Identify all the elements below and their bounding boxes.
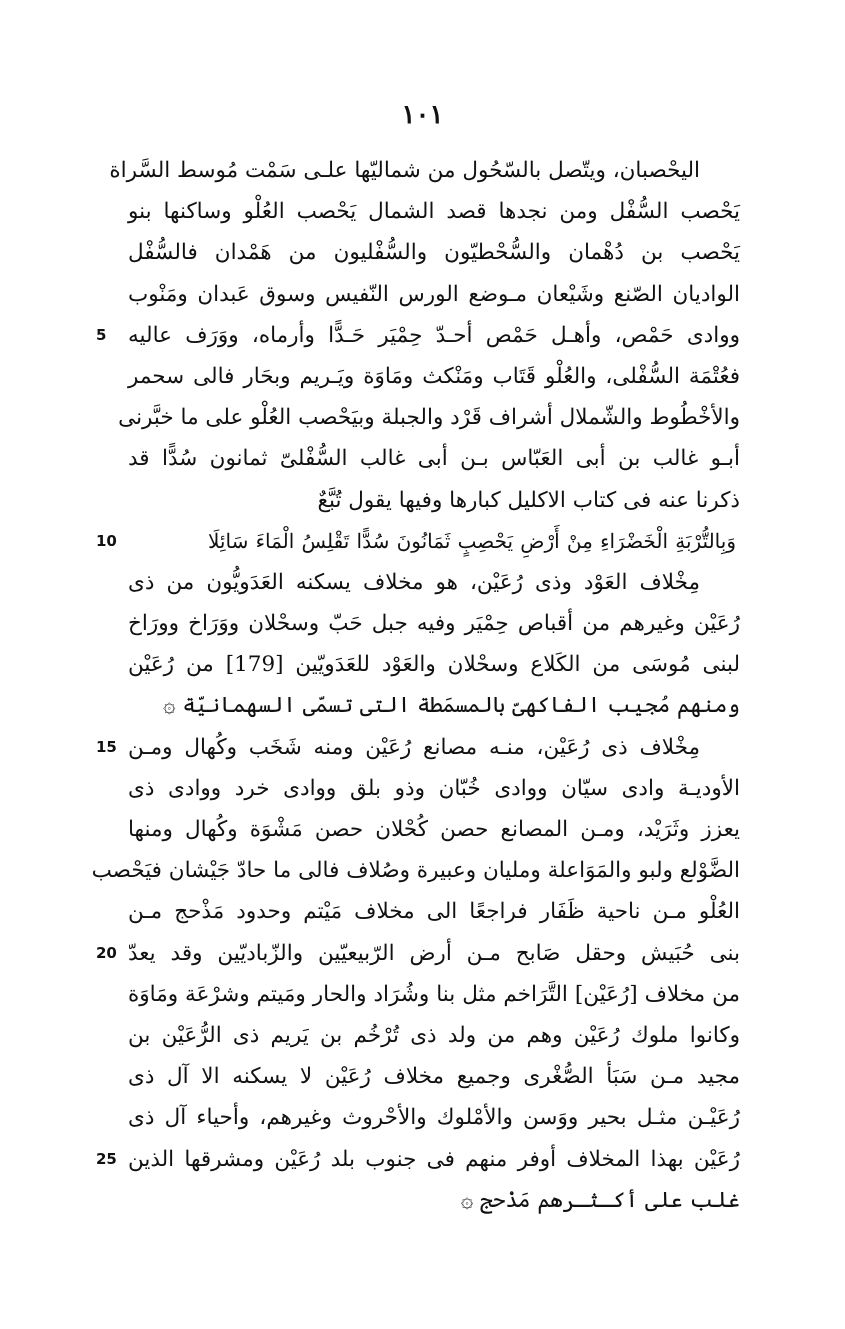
line-text: مِخْلاف ذى رُعَيْن، منـه مصانع رُعَيْن ومنه شَخَب وكُهال ومـن (128, 734, 700, 760)
line-text: مِخْلاف العَوْد وذى رُعَيْن، هو مخلاف يسكنه العَدَويُّون من ذى (128, 569, 700, 595)
text-line (128, 974, 740, 1015)
text-line (128, 1097, 740, 1138)
text-line (128, 1180, 740, 1221)
text-line (128, 274, 740, 315)
text-line (128, 644, 740, 685)
line-text: لبنى مُوسَى من الكَلاع وسحْلان والعَوْد للعَدَويّين [179] من رُعَيْن (128, 652, 740, 678)
text-line (96, 315, 740, 356)
line-number: 15 (96, 737, 117, 756)
line-text: الضَّوْلع ولبو والمَوَاعلة ومليان وعبيرة وصُلاف فالى ما حادّ جَيْشان فيَحْصب (91, 858, 740, 884)
text-line (128, 480, 740, 521)
line-text: يَحْصب السُّفْل ومن نجدها قصد الشمال يَحْصب العُلْو وساكنها بنو (128, 199, 740, 225)
text-line (128, 1015, 740, 1056)
line-text: رُعَيْن بهذا المخلاف أوفر منهم فى جنوب بلد رُعَيْن ومشرقها الذين (128, 1146, 740, 1172)
line-text: من مخلاف [رُعَيْن] التَّرَاخم مثل بنا وشُرَاد والحار ومَيتم وشرْعَة ومَاوَة (128, 981, 740, 1007)
text-line (128, 891, 740, 932)
text-line (128, 562, 740, 603)
line-text: وَبِالتُّرْبَةِ الْخَضْرَاءِ مِنْ أَرْضِ يَحْصِبٍ ثَمَانُونَ سُدًّا تَقْلِسُ الْمَاءَ سَائِلَا (208, 528, 736, 553)
text-line (128, 356, 740, 397)
text-line (96, 727, 740, 768)
line-text: فعُتْمَة السُّفْلى، والعُلْو قَتَاب ومَنْكث ومَاوَة ويَـريم وبحَار فالى سحمر (128, 363, 740, 389)
line-text: يعزز وثَرَيْد، ومـن المصانع حصن كُحْلان حصن مَشْوَة وكُهال ومنها (128, 817, 740, 842)
line-text: رُعَيْـن مثـل بحير ووَسن والأمْلوك والأحْروث وغيرهم، وأحياء آل ذى (128, 1105, 740, 1131)
line-text: رُعَيْن وغيرهم من أقباص حِمْيَر وفيه جبل حَبّ وسحْلان ووَرَاخ وورَاخ (128, 611, 740, 637)
line-text: ذكرنا عنه فى كتاب الاكليل كبارها وفيها يقول تُبَّعٌ (317, 487, 740, 513)
text-line (128, 232, 740, 273)
text-body (91, 150, 740, 1221)
line-number: 25 (96, 1149, 117, 1168)
line-text: والأخْطُوط والشّملال أشراف قَرْد والجبلة وبيَحْصب العُلْو على ما خبَّرنى (118, 405, 740, 431)
line-text: غلب على أكـثـرهم مَذْحج ۞ (460, 1187, 740, 1213)
text-line (91, 850, 740, 891)
text-line (128, 768, 740, 809)
line-number: 5 (96, 325, 107, 344)
line-text: ومنهم مُجيب الفاكهىّ بالمسمَطة التى تسمّى السهمانيّة ۞ (163, 693, 740, 719)
line-text: العُلْو مـن ناحية ظَفَار فراجعًا الى مخلاف مَيْتم وحدود مَذْحج مـن (128, 899, 740, 925)
text-line (128, 685, 740, 726)
text-line (96, 933, 740, 974)
line-text: بنى حُبَيش وحقل صَابح مـن أرض الرّبيعيّين والزّباديّين وقد يعدّ (128, 940, 740, 966)
page-number: ١٠١ (401, 100, 444, 130)
text-line (128, 438, 740, 479)
text-line (128, 809, 740, 850)
line-text: وكانوا ملوك رُعَيْن وهم من ولد ذى تُرْخُم بن يَريم ذى الرُّعَيْن بن (128, 1022, 740, 1048)
line-number: 20 (96, 943, 117, 962)
line-text: يَحْصب بن دُهْمان والسُّحْطيّون والسُّفْليون من هَمْدان فالسُّفْل (128, 240, 740, 266)
text-line (96, 521, 740, 562)
text-line (96, 1139, 740, 1180)
line-number: 10 (96, 531, 117, 550)
line-text: اليحْصبان، ويتّصل بالسّحُول من شماليّها علـى سَمْت مُوسط السَّراة (109, 158, 700, 183)
text-line (128, 191, 740, 232)
line-text: الأوديـة وادى سيّان ووادى خُبّان وذو بلق ووادى خرد ووادى ذى (128, 775, 740, 801)
text-line (128, 1056, 740, 1097)
line-text: الواديان الصّنع وشَيْعان مـوضع الورس النّفيس وسوق عَبدان ومَنْوب (128, 281, 740, 307)
text-line (118, 397, 740, 438)
line-text: ووادى حَمْص، وأهـل حَمْص أحـدّ حِمْيَر حَـدًّا وأرماه، ووَرَف عاليه (128, 322, 740, 348)
line-text: أبـو غالب بن أبى العَبّاس بـن أبى غالب السُّفْلىّ ثمانون سُدًّا قد (128, 446, 740, 472)
text-line (109, 150, 740, 191)
text-line (128, 603, 740, 644)
line-text: مجيد مـن سَبَأ الصُّغْرى وجميع مخلاف رُعَيْن لا يسكنه الا آل ذى (128, 1064, 740, 1090)
